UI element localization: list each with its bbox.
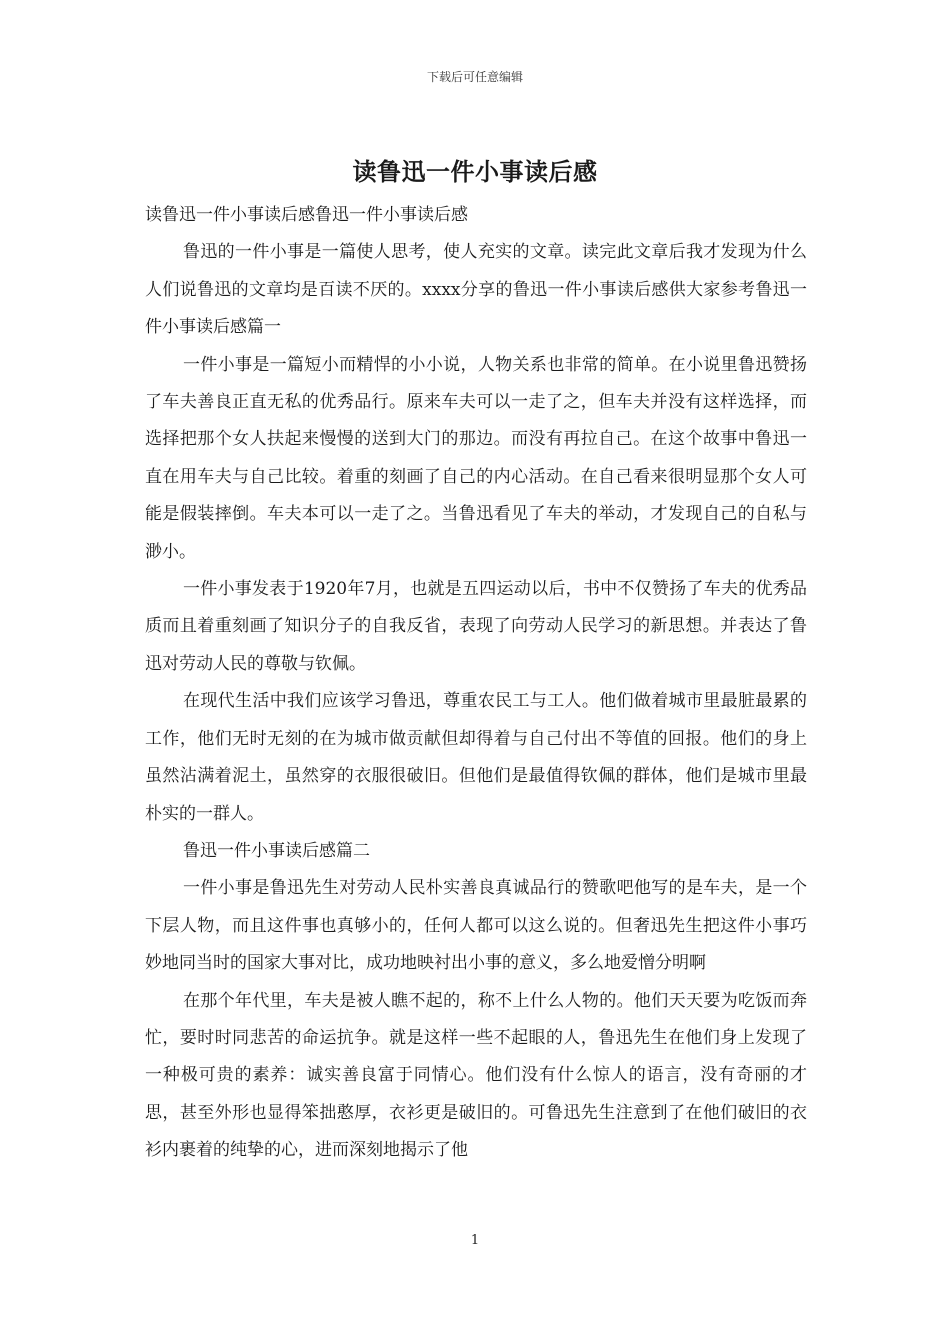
- paragraph: 在现代生活中我们应该学习鲁迅，尊重农民工与工人。他们做着城市里最脏最累的工作，他们无时无刻的在为城市做贡献但却得着与自己付出不等值的回报。他们的身上虽然沾满着泥土，虽然穿的衣服很破旧。但他们是最值得钦佩的群体，他们是城市里最朴实的一群人。: [145, 691, 807, 824]
- page-header: 下载后可任意编辑: [426, 70, 523, 84]
- paragraph: 在那个年代里，车夫是被人瞧不起的，称不上什么人物的。他们天天要为吃饭而奔忙，要时时同悲苦的命运抗争。就是这样一些不起眼的人，鲁迅先生在他们身上发现了一种极可贵的素养：诚实善良富于同情心。他们没有什么惊人的语言，没有奇丽的才思，甚至外形也显得笨拙憨厚，衣衫更是破旧的。可鲁迅先生注意到了在他们破旧的衣衫内裹着的纯挚的心，进而深刻地揭示了他: [145, 990, 807, 1161]
- paragraph: 一件小事发表于1920年7月，也就是五四运动以后，书中不仅赞扬了车夫的优秀品质而且着重刻画了知识分子的自我反省，表现了向劳动人民学习的新思想。并表达了鲁迅对劳动人民的尊敬与钦佩。: [145, 579, 807, 674]
- section-heading: 鲁迅一件小事读后感篇二: [183, 840, 370, 861]
- page-number: 1: [470, 1233, 480, 1248]
- document-body: [145, 197, 807, 1170]
- paragraph-subtitle: 读鲁迅一件小事读后感鲁迅一件小事读后感: [145, 205, 468, 225]
- paragraph: 一件小事是一篇短小而精悍的小小说，人物关系也非常的简单。在小说里鲁迅赞扬了车夫善良正直无私的优秀品行。原来车夫可以一走了之，但车夫并没有这样选择，而选择把那个女人扶起来慢慢的送到大门的那边。而没有再拉自己。在这个故事中鲁迅一直在用车夫与自己比较。着重的刻画了自己的内心活动。在自己看来很明显那个女人可能是假装摔倒。车夫本可以一走了之。当鲁迅看见了车夫的举动，才发现自己的自私与渺小。: [145, 354, 807, 562]
- document-title: 读鲁迅一件小事读后感: [352, 157, 598, 186]
- paragraph: 鲁迅的一件小事是一篇使人思考，使人充实的文章。读完此文章后我才发现为什么人们说鲁迅的文章均是百读不厌的。xxxx分享的鲁迅一件小事读后感供大家参考鲁迅一件小事读后感篇一: [145, 242, 807, 338]
- paragraph: 一件小事是鲁迅先生对劳动人民朴实善良真诚品行的赞歌吧他写的是车夫，是一个下层人物，而且这件事也真够小的，任何人都可以这么说的。但奢迅先生把这件小事巧妙地同当时的国家大事对比，成功地映衬出小事的意义，多么地爱憎分明啊: [145, 878, 807, 974]
